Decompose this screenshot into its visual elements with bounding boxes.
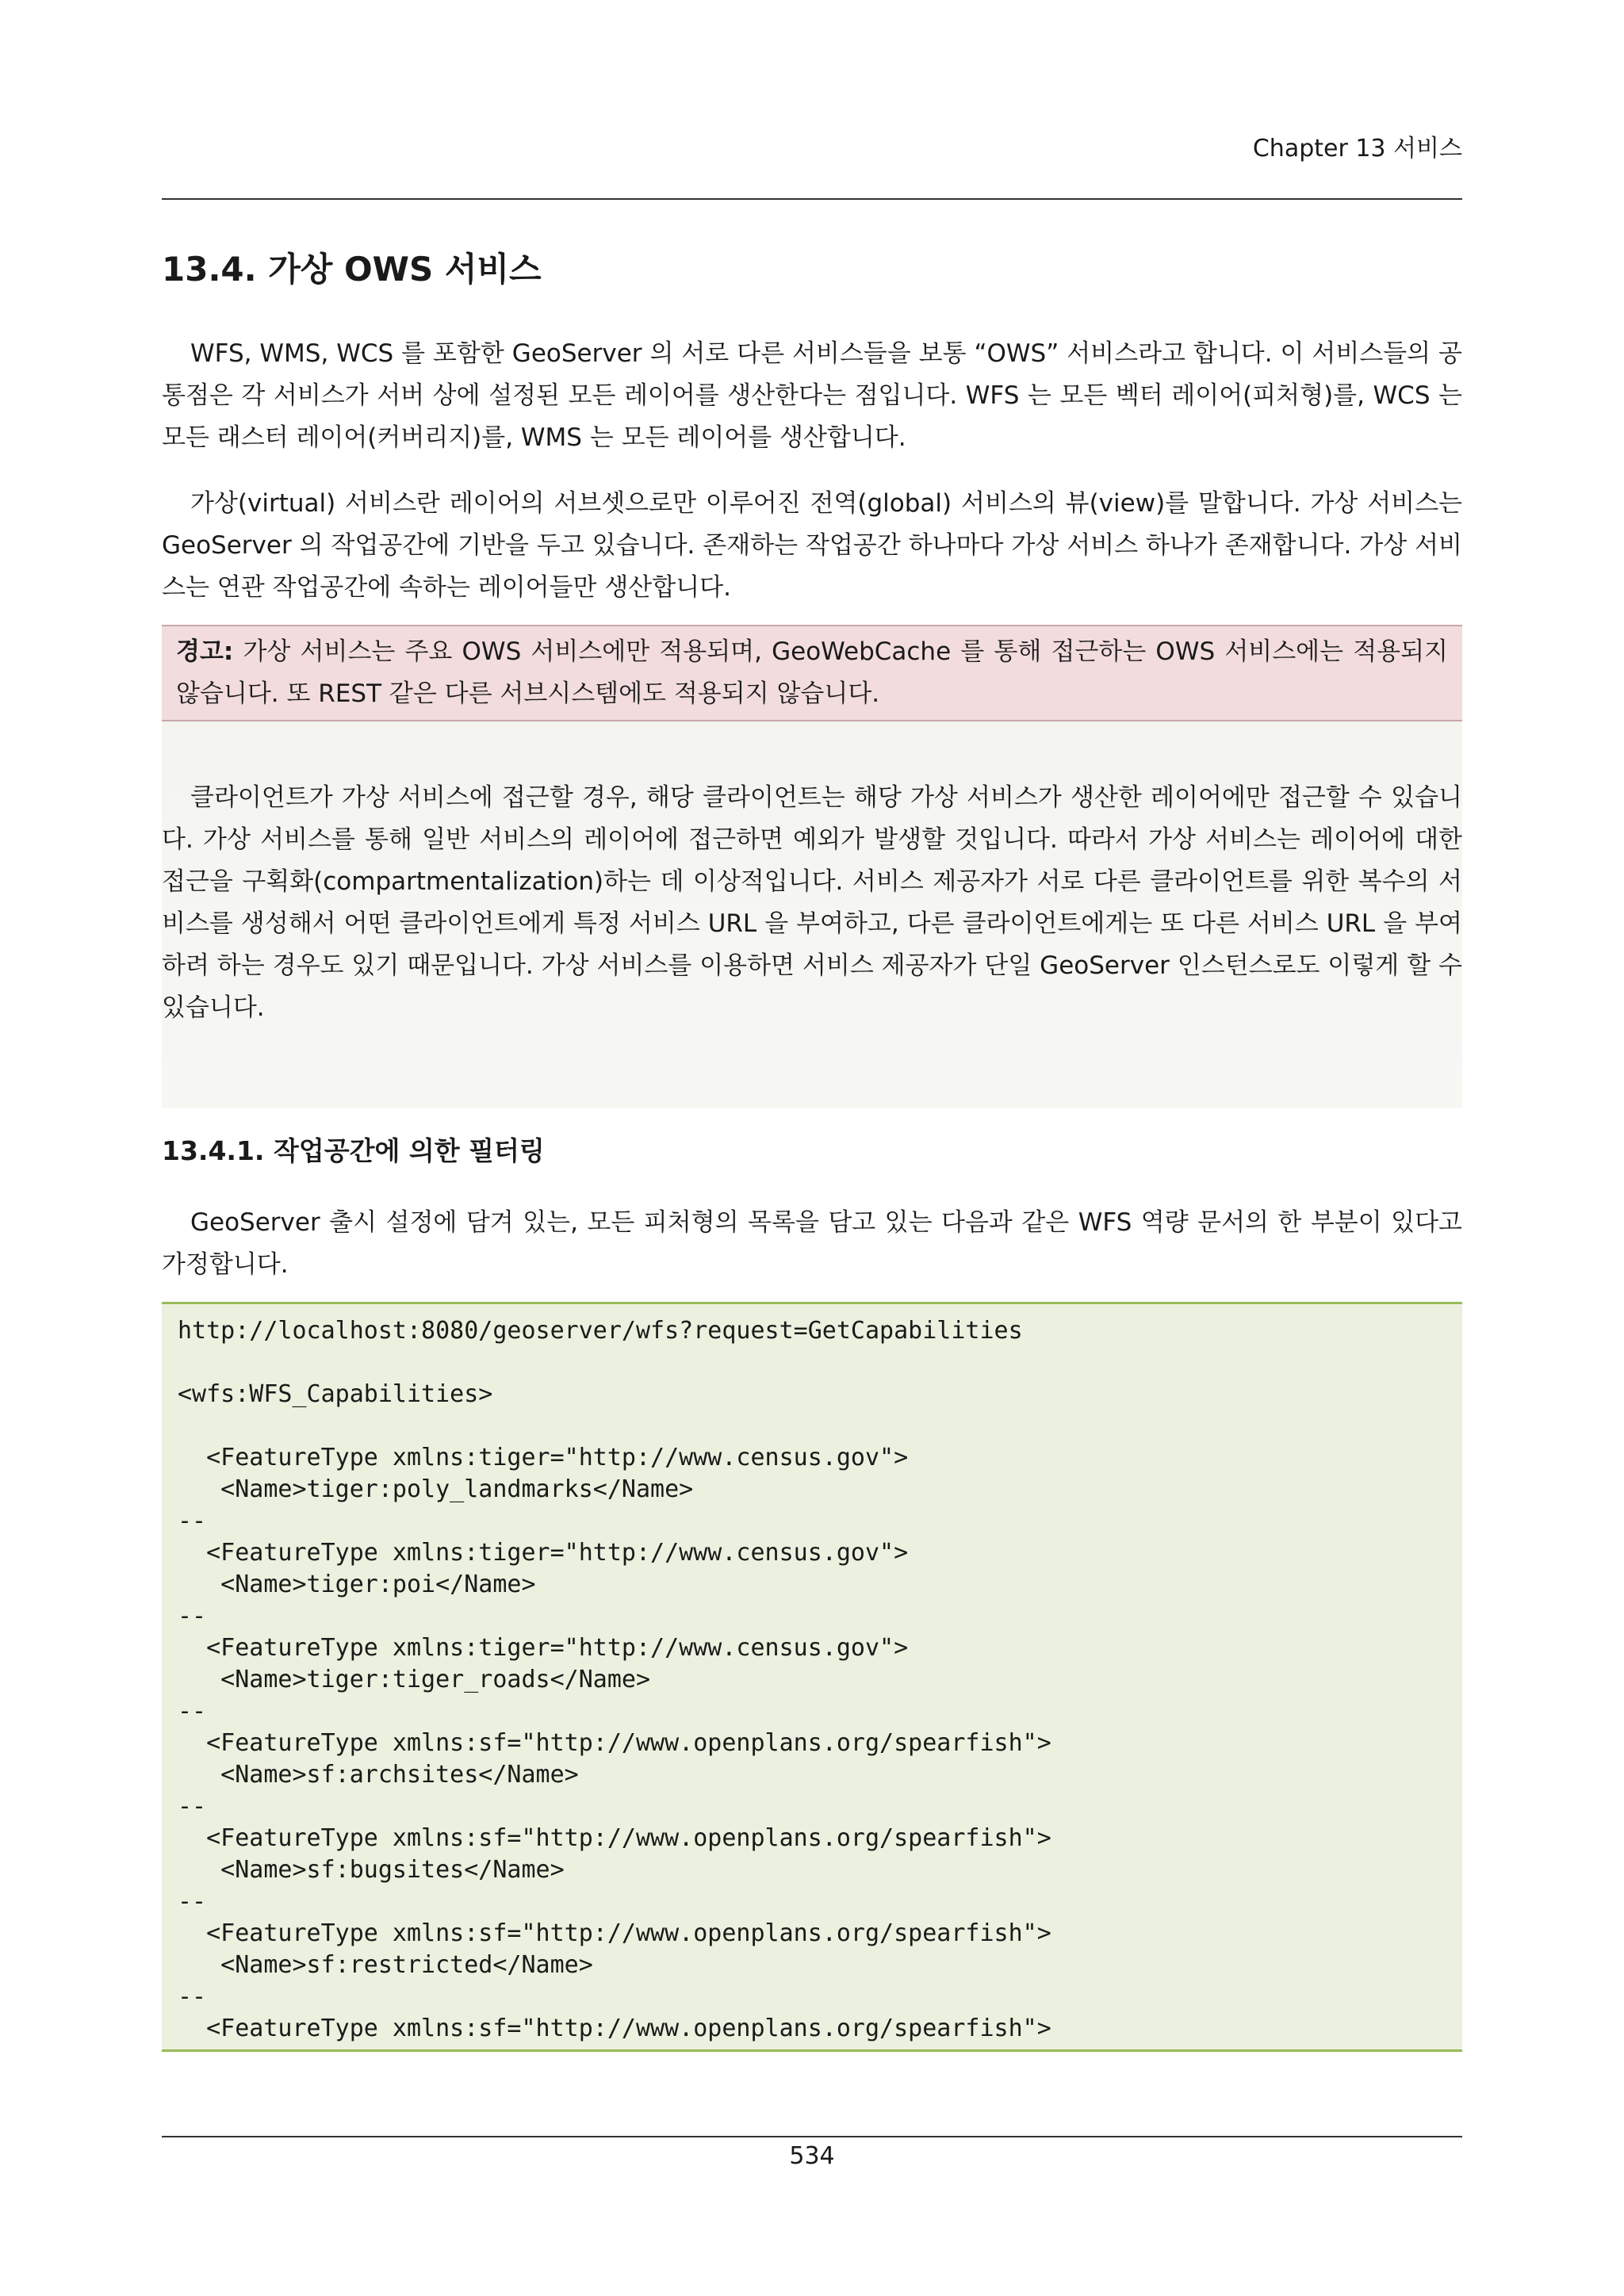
shaded-block xyxy=(162,721,1462,1108)
footer-divider xyxy=(162,2136,1462,2137)
warning-box xyxy=(162,625,1462,721)
warning-text: 가상 서비스는 주요 OWS 서비스에만 적용되며, GeoWebCache 를 통해 접근하는 OWS 서비스에는 적용되지 않습니다. 또 REST 같은 다른 서브시스템에도 적용되지 않습니다. xyxy=(176,637,1448,708)
page-number: 534 xyxy=(789,2142,835,2170)
warning-label: 경고: xyxy=(176,637,234,666)
virtual-service-paragraph: 가상(virtual) 서비스란 레이어의 서브셋으로만 이루어진 전역(global) 서비스의 뷰(view)를 말합니다. 가상 서비스는 GeoServer 의 작업공간에 기반을 두고 있습니다. 존재하는 작업공간 하나마다 가상 서비스 하나가 존재합니다. 가상 서비스는 연관 작업공간에 속하는 레이어들만 생산합니다. xyxy=(162,489,1462,602)
subsection-title: 13.4.1. 작업공간에 의한 필터링 xyxy=(162,1135,545,1166)
client-access-paragraph: 클라이언트가 가상 서비스에 접근할 경우, 해당 클라이언트는 해당 가상 서비스가 생산한 레이어에만 접근할 수 있습니다. 가상 서비스를 통해 일반 서비스의 레이어에 접근하면 예외가 발생할 것입니다. 따라서 가상 서비스는 레이어에 대한 접근을 구획화(compartmentalization)하는 데 이상적입니다. 서비스 제공자가 서로 다른 클라이언트를 위한 복수의 서비스를 생성해서 어떤 클라이언트에게 특정 서비스 URL 을 부여하고, 다른 클라이언트에게는 또 다른 서비스 URL 을 부여하려 하는 경우도 있기 때문입니다. 가상 서비스를 이용하면 서비스 제공자가 단일 GeoServer 인스턴스로도 이렇게 할 수 있습니다. xyxy=(162,783,1462,1022)
code-block: http://localhost:8080/geoserver/wfs?request=GetCapabilities <wfs:WFS_Capabilities> <FeatureType xmlns:tiger="http://www.census.gov"> <Name>tiger:poly_landmarks</Name> -- <FeatureType xmlns:tiger="http://www.census.gov"> <Name>tiger:poi</Name> -- <FeatureType xmlns:tiger="http://www.census.gov"> <Name>tiger:tiger_roads</Name> -- <FeatureType xmlns:sf="http://www.openplans.org/spearfish"> <Name>sf:archsites</Name> -- <FeatureType xmlns:sf="http://www.openplans.org/spearfish"> <Name>sf:bugsites</Name> -- <FeatureType xmlns:sf="http://www.openplans.org/spearfish"> <Name>sf:restricted</Name> -- <FeatureType xmlns:sf="http://www.openplans.org/spearfish"> xyxy=(162,1302,1462,2052)
page-content xyxy=(162,246,1462,2052)
header-divider xyxy=(162,198,1462,200)
intro-paragraph: WFS, WMS, WCS 를 포함한 GeoServer 의 서로 다른 서비스들을 보통 “OWS” 서비스라고 합니다. 이 서비스들의 공통점은 각 서비스가 서버 상에 설정된 모든 레이어를 생산한다는 점입니다. WFS 는 모든 벡터 레이어(피처형)를, WCS 는 모든 래스터 레이어(커버리지)를, WMS 는 모든 레이어를 생산합니다. xyxy=(162,339,1462,452)
running-header: Chapter 13 서비스 xyxy=(1252,135,1462,163)
section-title: 13.4. 가상 OWS 서비스 xyxy=(162,250,542,289)
subsection-paragraph: GeoServer 출시 설정에 담겨 있는, 모든 피처형의 목록을 담고 있는 다음과 같은 WFS 역량 문서의 한 부분이 있다고 가정합니다. xyxy=(162,1208,1462,1279)
